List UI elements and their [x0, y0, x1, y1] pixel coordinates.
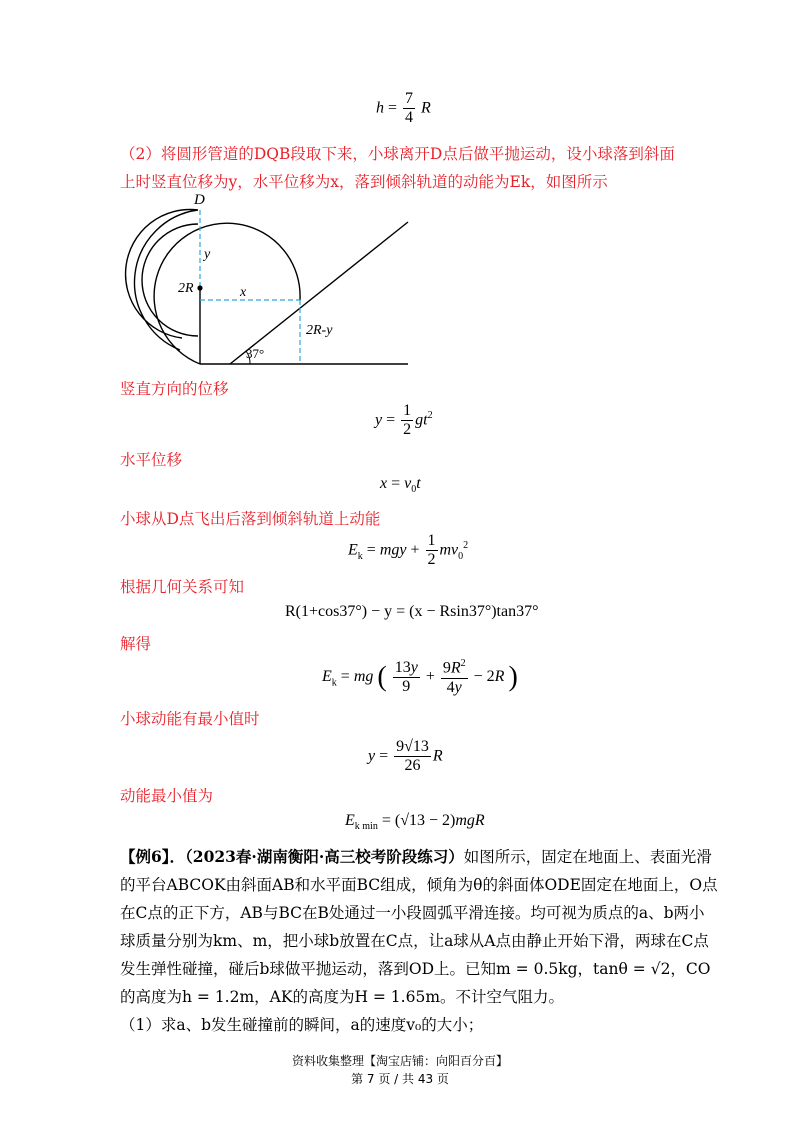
step5-equation: $E_k$ = mg ( $\frac{13y}{9}$ + $\frac{9R^2}{4y}$ − 2R )	[322, 658, 518, 696]
step3-equation: $E_k$ = mgy + $\frac{1}{2}$ $mv_0^2$	[348, 532, 469, 569]
outer-track-arc	[154, 223, 300, 364]
example-line4: 球质量分别为km、m，把小球b放置在C点，让a球从A点由静止开始下滑，两球在C点	[120, 932, 709, 950]
step3-label: 小球从D点飞出后落到倾斜轨道上动能	[120, 510, 381, 528]
label-y: y	[204, 247, 211, 262]
step2-label: 水平位移	[120, 451, 183, 469]
label-x: x	[240, 285, 247, 300]
footer-source: 资料收集整理【淘宝店铺：向阳百分百】	[291, 1054, 508, 1068]
step1-equation: y = $\frac{1}{2}$ $gt^2$	[375, 402, 433, 439]
step7-equation: $E_{k min} = (√13 - 2)mgR$	[345, 812, 485, 833]
example-line2: 的平台ABCOK由斜面AB和水平面BC组成，倾角为θ的斜面体ODE固定在地面上，O点	[120, 876, 718, 894]
eq-h-num: 7	[403, 90, 415, 109]
incline-line	[230, 222, 408, 364]
step5-label: 解得	[120, 635, 152, 653]
equation-h: h = $\frac{7}{4}$ R	[376, 90, 431, 127]
step4-equation: R(1+cos37°) − y = (x − Rsin37°)tan37°	[285, 603, 539, 620]
example-line6: 的高度为h = 1.2m，AK的高度为H = 1.65m。不计空气阻力。	[120, 988, 565, 1006]
inner-track-arc-2	[142, 224, 198, 336]
step6-equation: y = $\frac{9√13}{26}$ R	[368, 738, 443, 775]
example-line3: 在C点的正下方，AB与BC在B处通过一小段圆弧平滑连接。均可视为质点的a、b两小	[120, 904, 705, 922]
label-angle: 37°	[246, 346, 265, 361]
footer-page: 第 7 页 / 共 43 页	[351, 1072, 449, 1086]
label-D: D	[194, 192, 205, 208]
step6-label: 小球动能有最小值时	[120, 710, 260, 728]
step1-label: 竖直方向的位移	[120, 380, 229, 398]
example-text1: 如图所示，固定在地面上、表面光滑	[463, 848, 712, 866]
example-tag: 【例6】．	[120, 847, 186, 866]
label-2R-y: 2R-y	[306, 323, 333, 338]
center-dot	[197, 285, 202, 290]
example-source: （2023春·湖南衡阳·高三校考阶段练习）	[185, 847, 464, 866]
projectile-figure	[120, 188, 420, 378]
step4-label: 根据几何关系可知	[120, 578, 245, 596]
example-6	[120, 843, 718, 1039]
part2-paragraph: （2）将圆形管道的DQB段取下来，小球离开D点后做平抛运动，设小球落到斜面上时竖直位移为y，水平位移为x，落到倾斜轨道的动能为Ek，如图所示	[120, 145, 675, 191]
eq-h-den: 4	[405, 109, 414, 127]
example-q1: （1）求a、b发生碰撞前的瞬间，a的速度v₀的大小；	[120, 1016, 484, 1034]
label-2R: 2R	[178, 281, 194, 296]
step7-label: 动能最小值为	[120, 787, 214, 805]
step2-equation: $x = v_0t$	[380, 475, 421, 496]
example-line5: 发生弹性碰撞，碰后b球做平抛运动，落到OD上。已知m = 0.5kg，tanθ = √2，CO	[120, 960, 711, 978]
